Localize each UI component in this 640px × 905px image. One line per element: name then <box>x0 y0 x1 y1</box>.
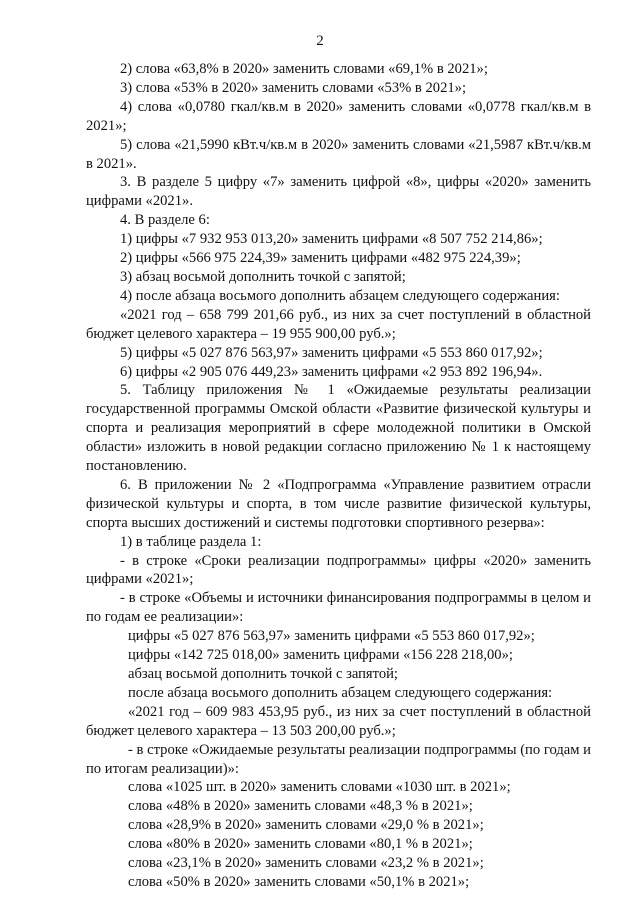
paragraph: 1) цифры «7 932 953 013,20» заменить цифрами «8 507 752 214,86»; <box>120 231 543 248</box>
paragraph: - в строке «Сроки реализации подпрограммы» цифры «2020» заменить цифрами «2021»; <box>86 552 591 588</box>
paragraph: 3) слова «53% в 2020» заменить словами «53% в 2021»; <box>120 79 467 96</box>
paragraph: 5) цифры «5 027 876 563,97» заменить цифрами «5 553 860 017,92»; <box>120 344 543 361</box>
paragraph: слова «23,1% в 2020» заменить словами «23,2 % в 2021»; <box>128 855 484 872</box>
paragraph: 5. Таблицу приложения № 1 «Ожидаемые результаты реализации государственной программы Омской области «Развитие физической культуры и спорта и реализация мероприятий в сфере молодежной политики в Омской области» изложить в новой редакции согласно приложению № 1 к настоящему постановлению. <box>86 382 591 475</box>
paragraph: слова «80% в 2020» заменить словами «80,1 % в 2021»; <box>128 836 473 853</box>
paragraph: 3) абзац восьмой дополнить точкой с запятой; <box>120 268 406 285</box>
paragraph: после абзаца восьмого дополнить абзацем следующего содержания: <box>128 684 553 701</box>
paragraph: «2021 год – 658 799 201,66 руб., из них за счет поступлений в областной бюджет целевого характера – 19 955 900,00 руб.»; <box>86 306 591 342</box>
paragraph: абзац восьмой дополнить точкой с запятой; <box>128 666 398 682</box>
paragraph: слова «28,9% в 2020» заменить словами «29,0 % в 2021»; <box>128 817 484 834</box>
paragraph: 4. В разделе 6: <box>120 212 210 229</box>
page-number: 2 <box>316 33 324 49</box>
paragraph: слова «1025 шт. в 2020» заменить словами «1030 шт. в 2021»; <box>128 779 511 796</box>
paragraph: - в строке «Объемы и источники финансирования подпрограммы в целом и по годам ее реализации»: <box>86 590 591 626</box>
document-body <box>86 60 591 892</box>
paragraph: слова «48% в 2020» заменить словами «48,3 % в 2021»; <box>128 798 473 815</box>
paragraph: 2) слова «63,8% в 2020» заменить словами «69,1% в 2021»; <box>120 61 488 77</box>
paragraph: - в строке «Ожидаемые результаты реализации подпрограммы (по годам и по итогам реализации)»: <box>86 741 591 777</box>
paragraph: 6. В приложении № 2 «Подпрограмма «Управление развитием отрасли физической культуры и спорта, в том числе развитие физической культуры, спорта высших достижений и системы подготовки спортивного резерва»: <box>86 476 591 531</box>
paragraph: 2) цифры «566 975 224,39» заменить цифрами «482 975 224,39»; <box>120 250 521 267</box>
paragraph: 5) слова «21,5990 кВт.ч/кв.м в 2020» заменить словами «21,5987 кВт.ч/кв.м в 2021». <box>86 136 591 172</box>
paragraph: 1) в таблице раздела 1: <box>120 533 262 550</box>
paragraph: 6) цифры «2 905 076 449,23» заменить цифрами «2 953 892 196,94». <box>120 363 543 380</box>
paragraph: 4) слова «0,0780 гкал/кв.м в 2020» заменить словами «0,0778 гкал/кв.м в 2021»; <box>86 98 591 134</box>
paragraph: 4) после абзаца восьмого дополнить абзацем следующего содержания: <box>120 287 560 304</box>
paragraph: слова «50% в 2020» заменить словами «50,1% в 2021»; <box>128 873 470 890</box>
paragraph: цифры «5 027 876 563,97» заменить цифрами «5 553 860 017,92»; <box>128 628 535 645</box>
paragraph: цифры «142 725 018,00» заменить цифрами «156 228 218,00»; <box>128 647 513 664</box>
paragraph: 3. В разделе 5 цифру «7» заменить цифрой «8», цифры «2020» заменить цифрами «2021». <box>86 174 591 210</box>
paragraph: «2021 год – 609 983 453,95 руб., из них за счет поступлений в областной бюджет целевого характера – 13 503 200,00 руб.»; <box>86 703 591 739</box>
